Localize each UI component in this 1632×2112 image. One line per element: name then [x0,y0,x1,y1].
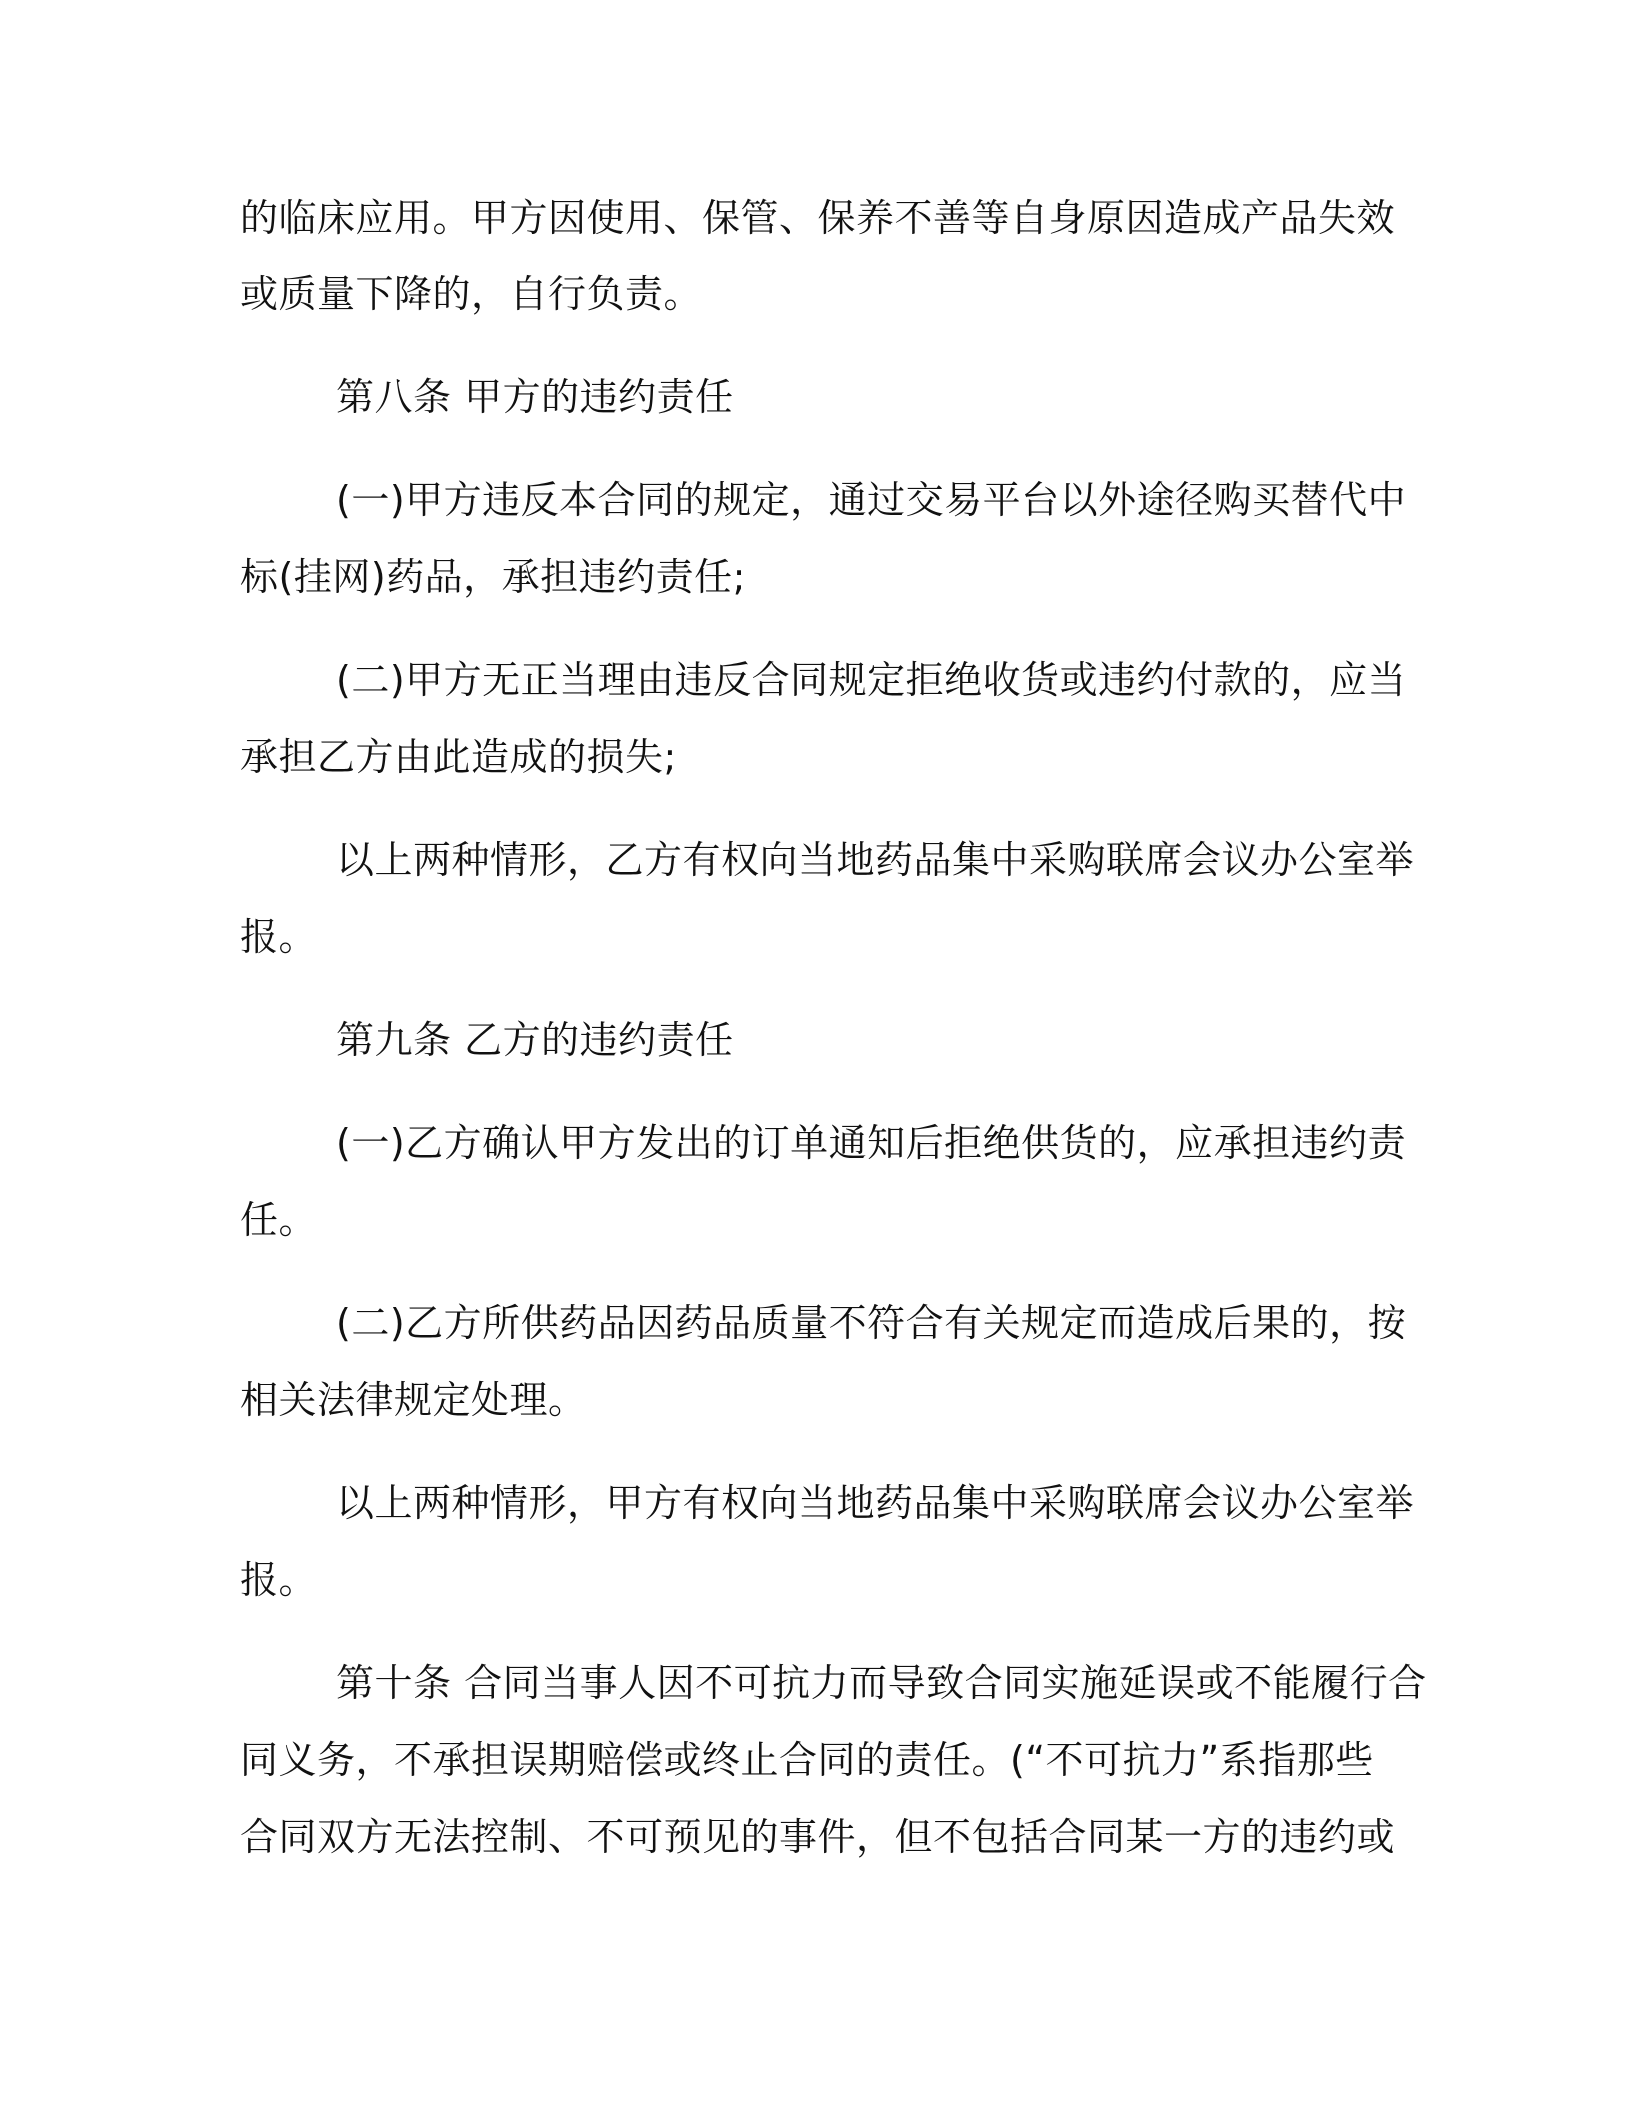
paragraph-line: (二)甲方无正当理由违反合同规定拒绝收货或违约付款的，应当 [336,658,1407,702]
paragraph-line: 任。 [240,1198,318,1242]
paragraph-line: 报。 [240,915,318,959]
article-heading: 第八条 甲方的违约责任 [336,375,734,419]
article-heading: 第十条 合同当事人因不可抗力而导致合同实施延误或不能履行合 [336,1661,1427,1705]
paragraph-line: 以上两种情形，甲方有权向当地药品集中采购联席会议办公室举 [336,1481,1415,1525]
paragraph-line: 的临床应用。甲方因使用、保管、保养不善等自身原因造成产品失效 [240,196,1396,240]
paragraph-line: (二)乙方所供药品因药品质量不符合有关规定而造成后果的，按 [336,1301,1407,1345]
paragraph-line: 承担乙方由此造成的损失; [240,735,677,779]
paragraph-line: (一)甲方违反本合同的规定，通过交易平台以外途径购买替代中 [336,478,1407,522]
paragraph-line: 相关法律规定处理。 [240,1378,587,1422]
paragraph-line: 合同双方无法控制、不可预见的事件，但不包括合同某一方的违约或 [240,1815,1396,1859]
paragraph-line: 报。 [240,1558,318,1602]
paragraph-line: 同义务，不承担误期赔偿或终止合同的责任。(“不可抗力”系指那些 [240,1738,1374,1782]
paragraph-line: 或质量下降的，自行负责。 [240,272,703,316]
paragraph-line: 以上两种情形，乙方有权向当地药品集中采购联席会议办公室举 [336,838,1415,882]
paragraph-line: 标(挂网)药品，承担违约责任; [240,555,746,599]
paragraph-line: (一)乙方确认甲方发出的订单通知后拒绝供货的，应承担违约责 [336,1121,1407,1165]
article-heading: 第九条 乙方的违约责任 [336,1018,734,1062]
